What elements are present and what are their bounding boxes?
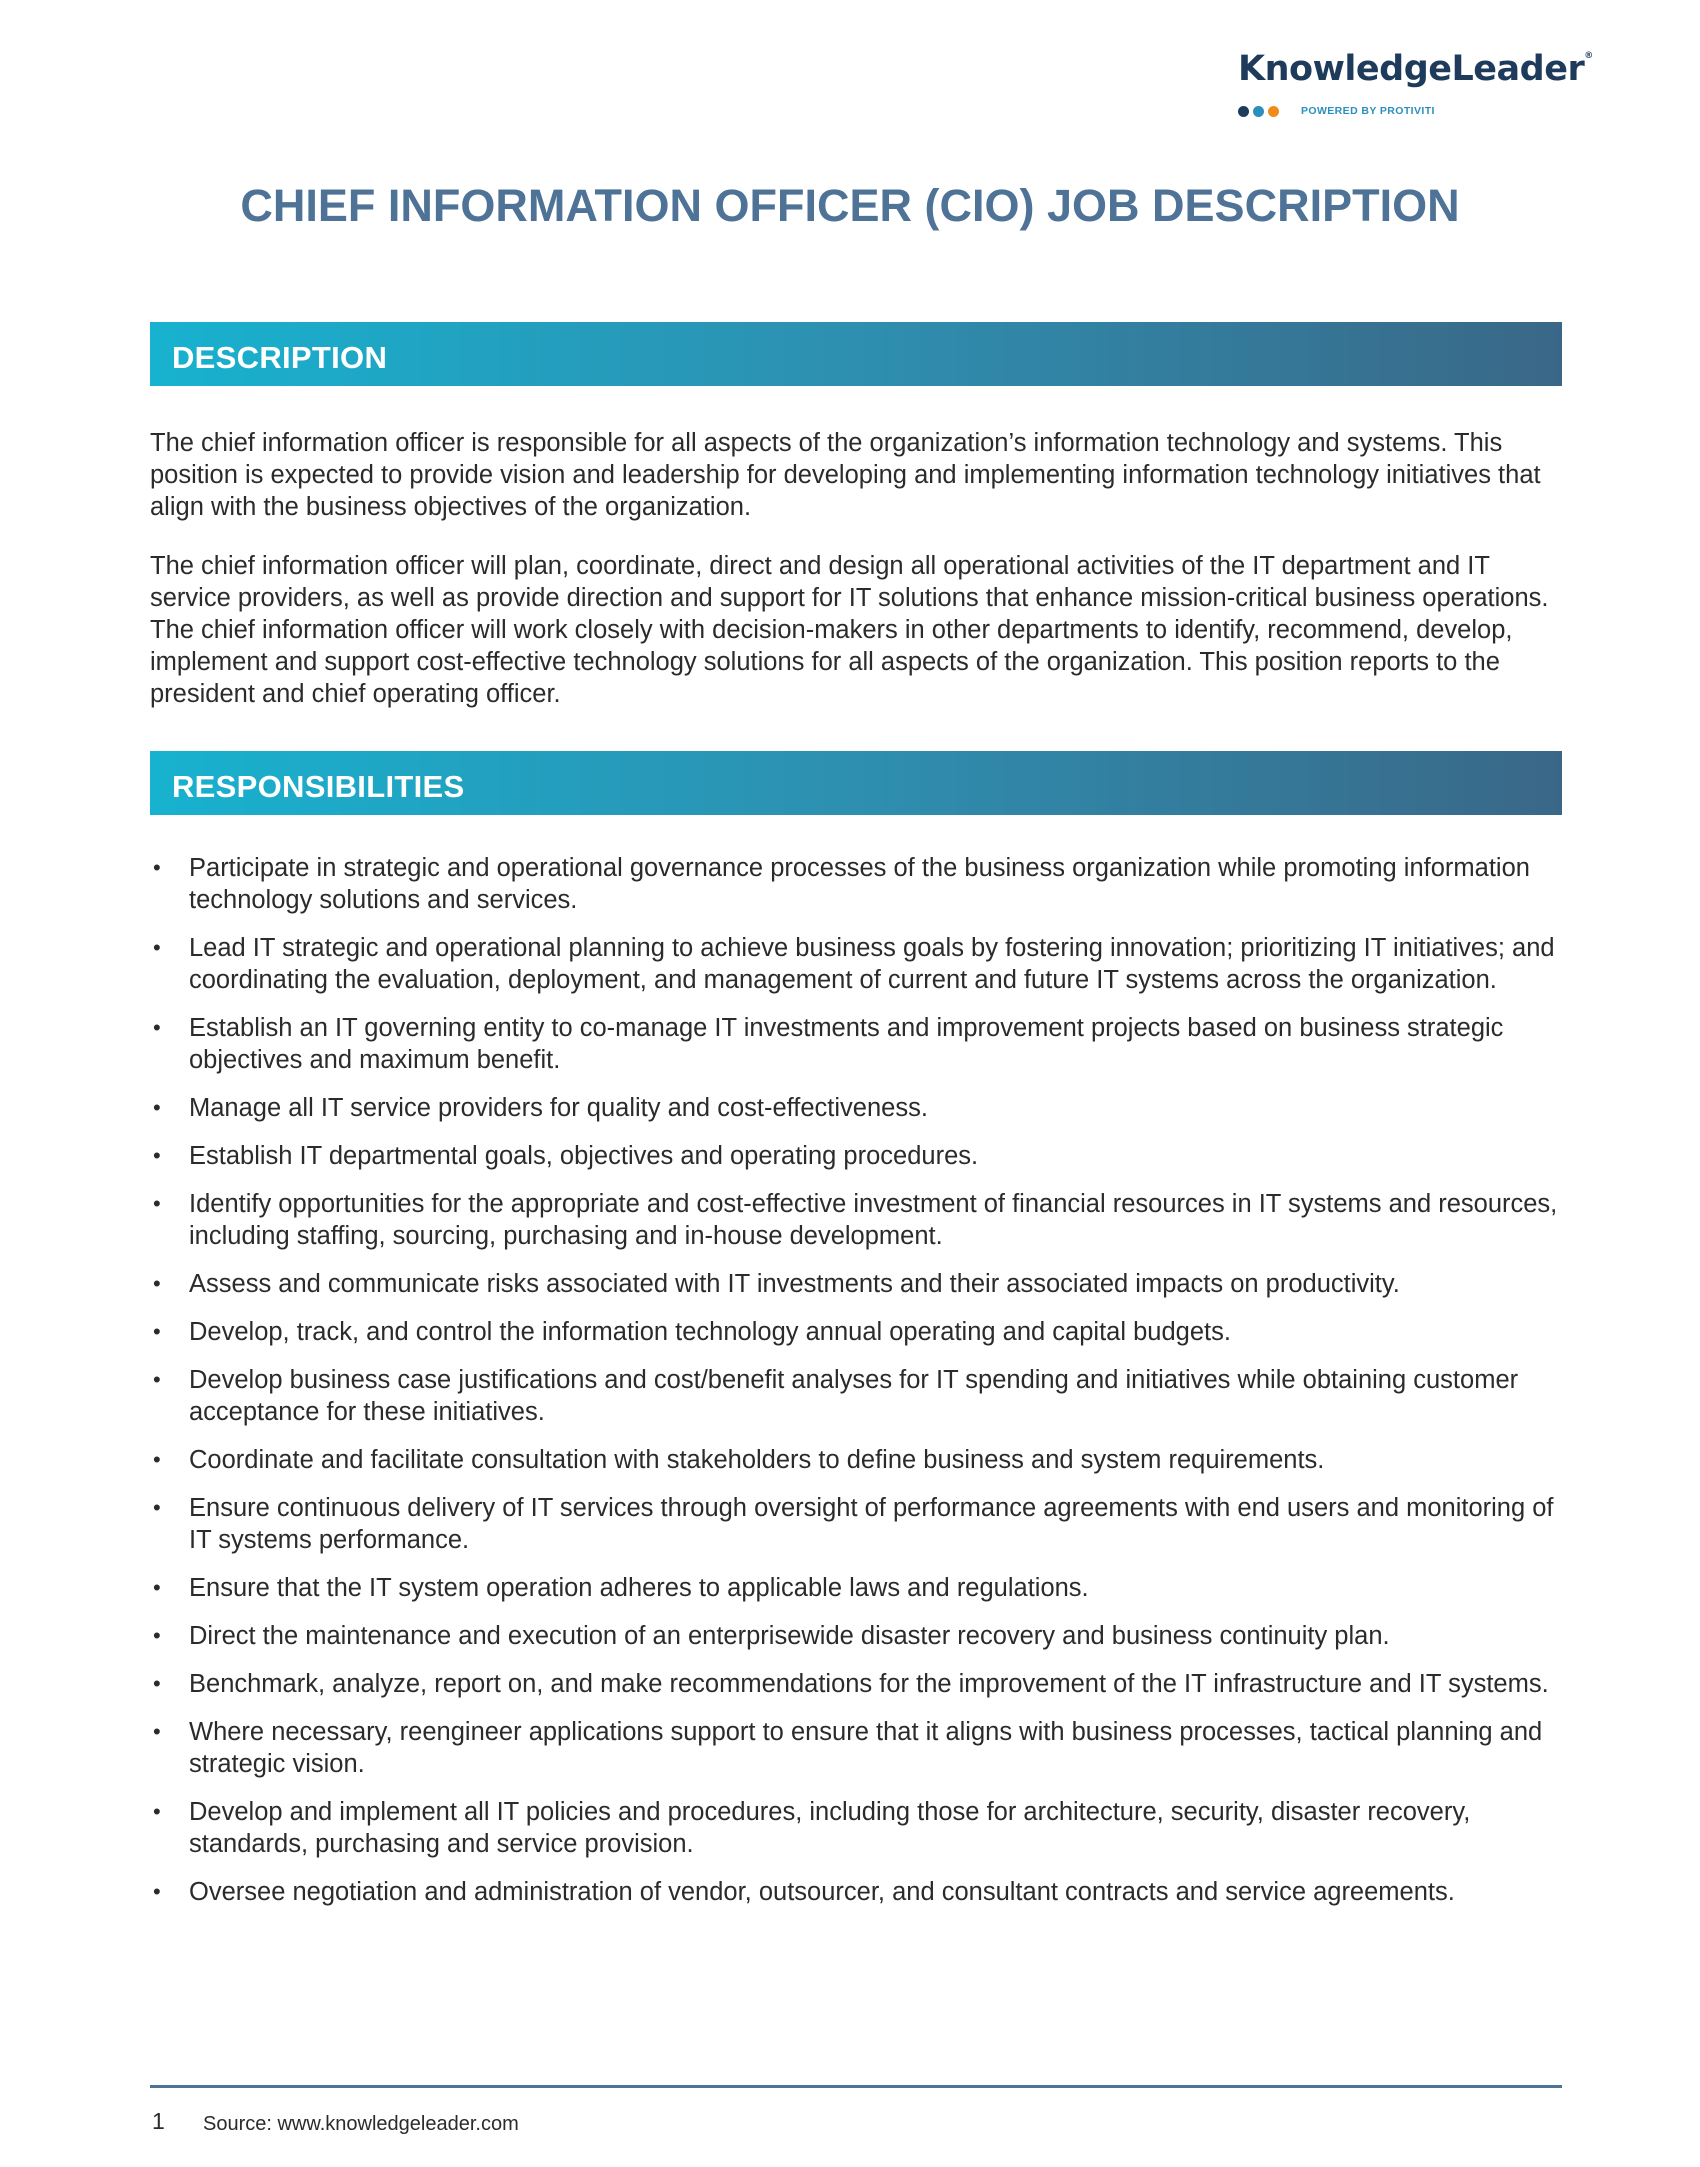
- list-item: [150, 1492, 1562, 1556]
- logo-dots: [1238, 106, 1279, 117]
- list-item: [150, 1188, 1562, 1252]
- list-item-text: Oversee negotiation and administration of vendor, outsourcer, and consultant contracts and service agreements.: [189, 1878, 1455, 1906]
- list-item-text: Ensure continuous delivery of IT services through oversight of performance agreements with end users and monitoring of IT systems performance.: [189, 1494, 1554, 1554]
- bullet-marker: •: [153, 1575, 161, 1600]
- list-item: [150, 1012, 1562, 1076]
- section-header-responsibilities: [150, 751, 1562, 815]
- list-item-text: Develop business case justifications and cost/benefit analyses for IT spending and initiatives while obtaining customer acceptance for these initiatives.: [189, 1366, 1519, 1426]
- logo-registered-mark: ®: [1584, 51, 1593, 61]
- logo-dot-blue: [1253, 106, 1264, 117]
- list-item: [150, 1796, 1562, 1860]
- list-item-text: Where necessary, reengineer applications support to ensure that it aligns with business processes, tactical planning and strategic vision.: [189, 1718, 1543, 1778]
- bullet-marker: •: [153, 935, 161, 960]
- logo-dot-orange: [1268, 106, 1279, 117]
- list-item-text: Identify opportunities for the appropriate and cost-effective investment of financial resources in IT systems and resources, including staffing, sourcing, purchasing and in-house development.: [189, 1190, 1558, 1250]
- list-item: [150, 1364, 1562, 1428]
- list-item-text: Ensure that the IT system operation adheres to applicable laws and regulations.: [189, 1574, 1089, 1602]
- list-item: [150, 932, 1562, 996]
- section-heading-responsibilities: RESPONSIBILITIES: [172, 769, 465, 804]
- list-item: [150, 1876, 1562, 1908]
- list-item: [150, 1268, 1562, 1300]
- list-item-text: Benchmark, analyze, report on, and make recommendations for the improvement of the IT infrastructure and IT systems.: [189, 1670, 1549, 1698]
- list-item-text: Develop and implement all IT policies and procedures, including those for architecture, security, disaster recovery, standards, purchasing and service provision.: [189, 1798, 1471, 1858]
- responsibilities-list: [150, 852, 1562, 1924]
- description-paragraph-2: The chief information officer will plan, coordinate, direct and design all operational activities of the IT department and IT service providers, as well as provide direction and support for IT solutions that enhance mission-critical business operations. The chief information officer will work closely with decision-makers in other departments to identify, recommend, develop, implement and support cost-effective technology solutions for all aspects of the organization. This position reports to the president and chief operating officer.: [150, 552, 1549, 708]
- bullet-marker: •: [153, 1367, 161, 1392]
- list-item-text: Participate in strategic and operational governance processes of the business organization while promoting information technology solutions and services.: [189, 854, 1530, 914]
- list-item-text: Direct the maintenance and execution of an enterprisewide disaster recovery and business continuity plan.: [189, 1622, 1390, 1650]
- list-item-text: Assess and communicate risks associated with IT investments and their associated impacts on productivity.: [189, 1270, 1400, 1298]
- list-item-text: Establish IT departmental goals, objectives and operating procedures.: [189, 1142, 979, 1170]
- bullet-marker: •: [153, 1879, 161, 1904]
- description-paragraph-1: The chief information officer is responsible for all aspects of the organization’s information technology and systems. This position is expected to provide vision and leadership for developing and implementing information technology initiatives that align with the business objectives of the organization.: [150, 429, 1541, 521]
- logo-dot-navy: [1238, 106, 1249, 117]
- logo-subline: [1238, 105, 1528, 117]
- list-item: [150, 1716, 1562, 1780]
- list-item-text: Develop, track, and control the information technology annual operating and capital budgets.: [189, 1318, 1231, 1346]
- bullet-marker: •: [153, 1495, 161, 1520]
- bullet-marker: •: [153, 855, 161, 880]
- bullet-marker: •: [153, 1447, 161, 1472]
- page-number: 1: [152, 2108, 165, 2134]
- section-heading-description: DESCRIPTION: [172, 340, 388, 375]
- bullet-marker: •: [153, 1319, 161, 1344]
- logo-wordmark-text: KnowledgeLeader: [1238, 49, 1585, 89]
- page-title: CHIEF INFORMATION OFFICER (CIO) JOB DESCRIPTION: [240, 180, 1460, 231]
- logo-tagline: POWERED BY PROTIVITI: [1301, 105, 1435, 117]
- list-item-text: Manage all IT service providers for quality and cost-effectiveness.: [189, 1094, 928, 1122]
- list-item: [150, 1316, 1562, 1348]
- bullet-marker: •: [153, 1671, 161, 1696]
- bullet-marker: •: [153, 1095, 161, 1120]
- bullet-marker: •: [153, 1143, 161, 1168]
- bullet-marker: •: [153, 1015, 161, 1040]
- bullet-marker: •: [153, 1623, 161, 1648]
- bullet-marker: •: [153, 1271, 161, 1296]
- list-item: [150, 1140, 1562, 1172]
- knowledgeleader-logo: [1238, 49, 1593, 117]
- list-item: [150, 1668, 1562, 1700]
- bullet-marker: •: [153, 1191, 161, 1216]
- list-item: [150, 1092, 1562, 1124]
- source-citation: Source: www.knowledgeleader.com: [203, 2113, 519, 2135]
- bullet-marker: •: [153, 1799, 161, 1824]
- bullet-marker: •: [153, 1719, 161, 1744]
- footer-divider: [150, 2085, 1562, 2088]
- list-item: [150, 852, 1562, 916]
- list-item-text: Lead IT strategic and operational planning to achieve business goals by fostering innovation; prioritizing IT initiatives; and coordinating the evaluation, deployment, and management of current and future IT systems across the organization.: [189, 934, 1555, 994]
- logo-wordmark: [1238, 49, 1593, 89]
- list-item: [150, 1572, 1562, 1604]
- section-header-description: [150, 322, 1562, 386]
- list-item-text: Coordinate and facilitate consultation with stakeholders to define business and system requirements.: [189, 1446, 1325, 1474]
- list-item: [150, 1444, 1562, 1476]
- list-item: [150, 1620, 1562, 1652]
- list-item-text: Establish an IT governing entity to co-manage IT investments and improvement projects based on business strategic objectives and maximum benefit.: [189, 1014, 1504, 1074]
